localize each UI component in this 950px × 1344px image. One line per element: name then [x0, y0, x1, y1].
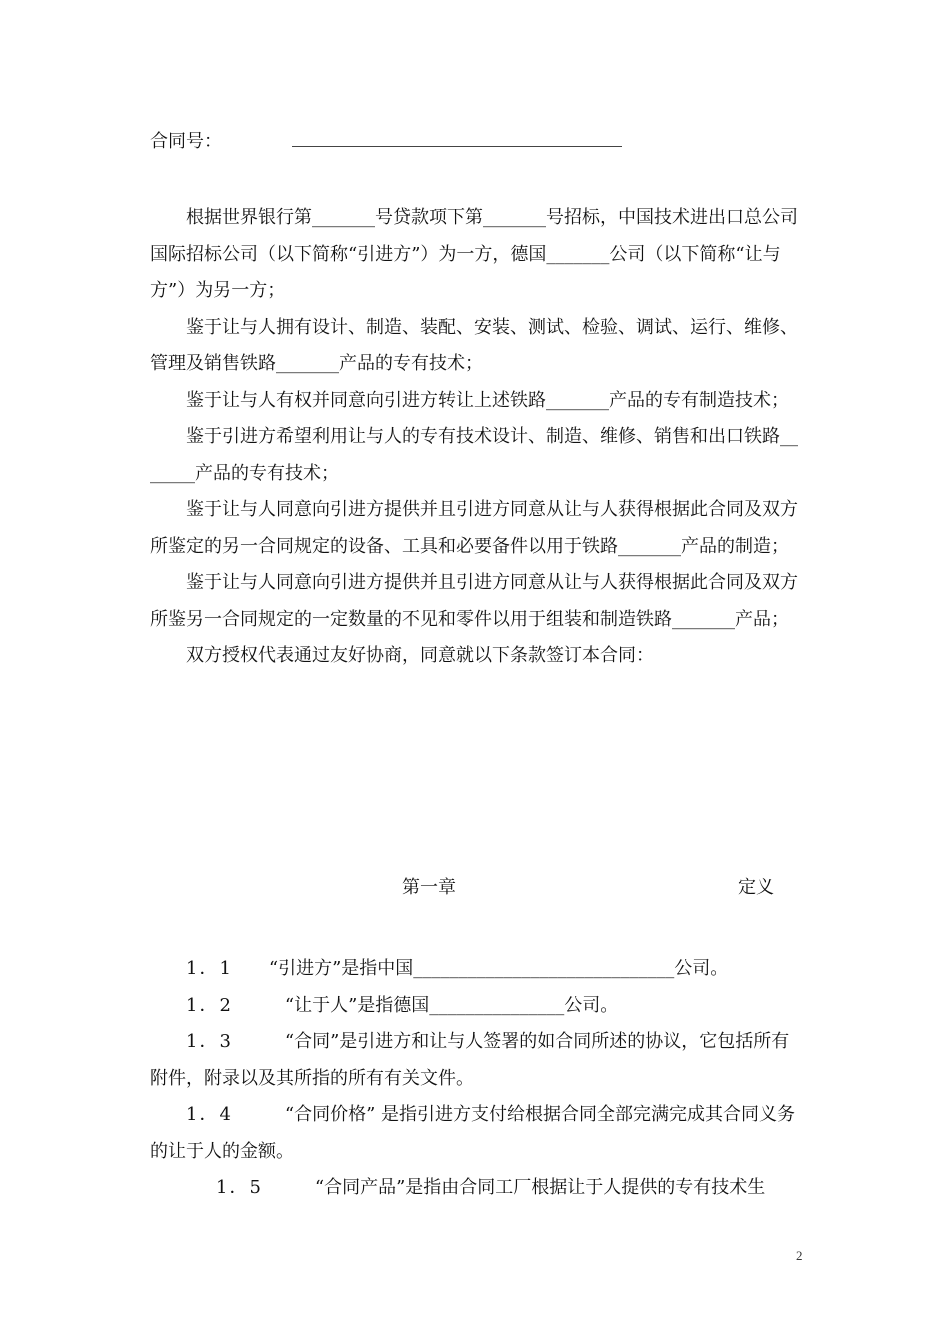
preamble-paragraph: 鉴于让与人同意向引进方提供并且引进方同意从让与人获得根据此合同及双方所鉴另一合同规定的一定数量的不见和零件以用于组装和制造铁路_______产品；: [150, 572, 798, 630]
contract-number-label: 合同号：: [150, 131, 222, 152]
clause-text: “让于人”是指德国_______________公司。: [284, 994, 619, 1016]
clause-number: 1．4: [186, 1104, 233, 1125]
contract-number-blank: [292, 130, 622, 147]
clause-number: 1．5: [216, 1177, 263, 1198]
clause-item: [150, 951, 800, 988]
clause-number: 1．3: [186, 1031, 233, 1052]
preamble-paragraph: 根据世界银行第_______号贷款项下第_______号招标，中国技术进出口总公司国际招标公司（以下简称“引进方”）为一方，德国_______公司（以下简称“让与方”）为另一方；: [150, 207, 798, 301]
preamble: [150, 200, 800, 675]
definitions-list: [150, 951, 800, 1207]
clause-item: [150, 988, 800, 1025]
clause-text: “合同产品”是指由合同工厂根据让于人提供的专有技术生: [314, 1177, 766, 1198]
clause-item: [150, 1097, 800, 1170]
preamble-paragraph: 鉴于引进方希望利用让与人的专有技术设计、制造、维修、销售和出口铁路_______产品的专有技术；: [150, 426, 798, 484]
contract-number-line: [150, 130, 622, 154]
preamble-paragraph: 鉴于让与人有权并同意向引进方转让上述铁路_______产品的专有制造技术；: [186, 389, 789, 411]
chapter-number: 第一章: [402, 877, 456, 898]
clause-item: [150, 1170, 800, 1207]
clause-text: “引进方”是指中国_____________________________公司。: [268, 958, 729, 979]
clause-number: 1．2: [186, 994, 233, 1016]
clause-number: 1．1: [186, 958, 233, 979]
preamble-paragraph: 鉴于让与人同意向引进方提供并且引进方同意从让与人获得根据此合同及双方所鉴定的另一合同规定的设备、工具和必要备件以用于铁路_______产品的制造；: [150, 499, 798, 557]
clause-text: “合同”是引进方和让与人签署的如合同所述的协议，它包括所有附件，附录以及其所指的所有有关文件。: [150, 1031, 790, 1089]
clause-text: “合同价格” 是指引进方支付给根据合同全部完满完成其合同义务的让于人的金额。: [150, 1104, 796, 1162]
page-number: 2: [796, 1248, 803, 1263]
chapter-title: 定义: [738, 877, 774, 898]
clause-item: [150, 1024, 800, 1097]
preamble-paragraph: 鉴于让与人拥有设计、制造、装配、安装、测试、检验、调试、运行、维修、管理及销售铁路_______产品的专有技术；: [150, 316, 798, 374]
preamble-paragraph: 双方授权代表通过友好协商，同意就以下条款签订本合同：: [186, 645, 654, 666]
